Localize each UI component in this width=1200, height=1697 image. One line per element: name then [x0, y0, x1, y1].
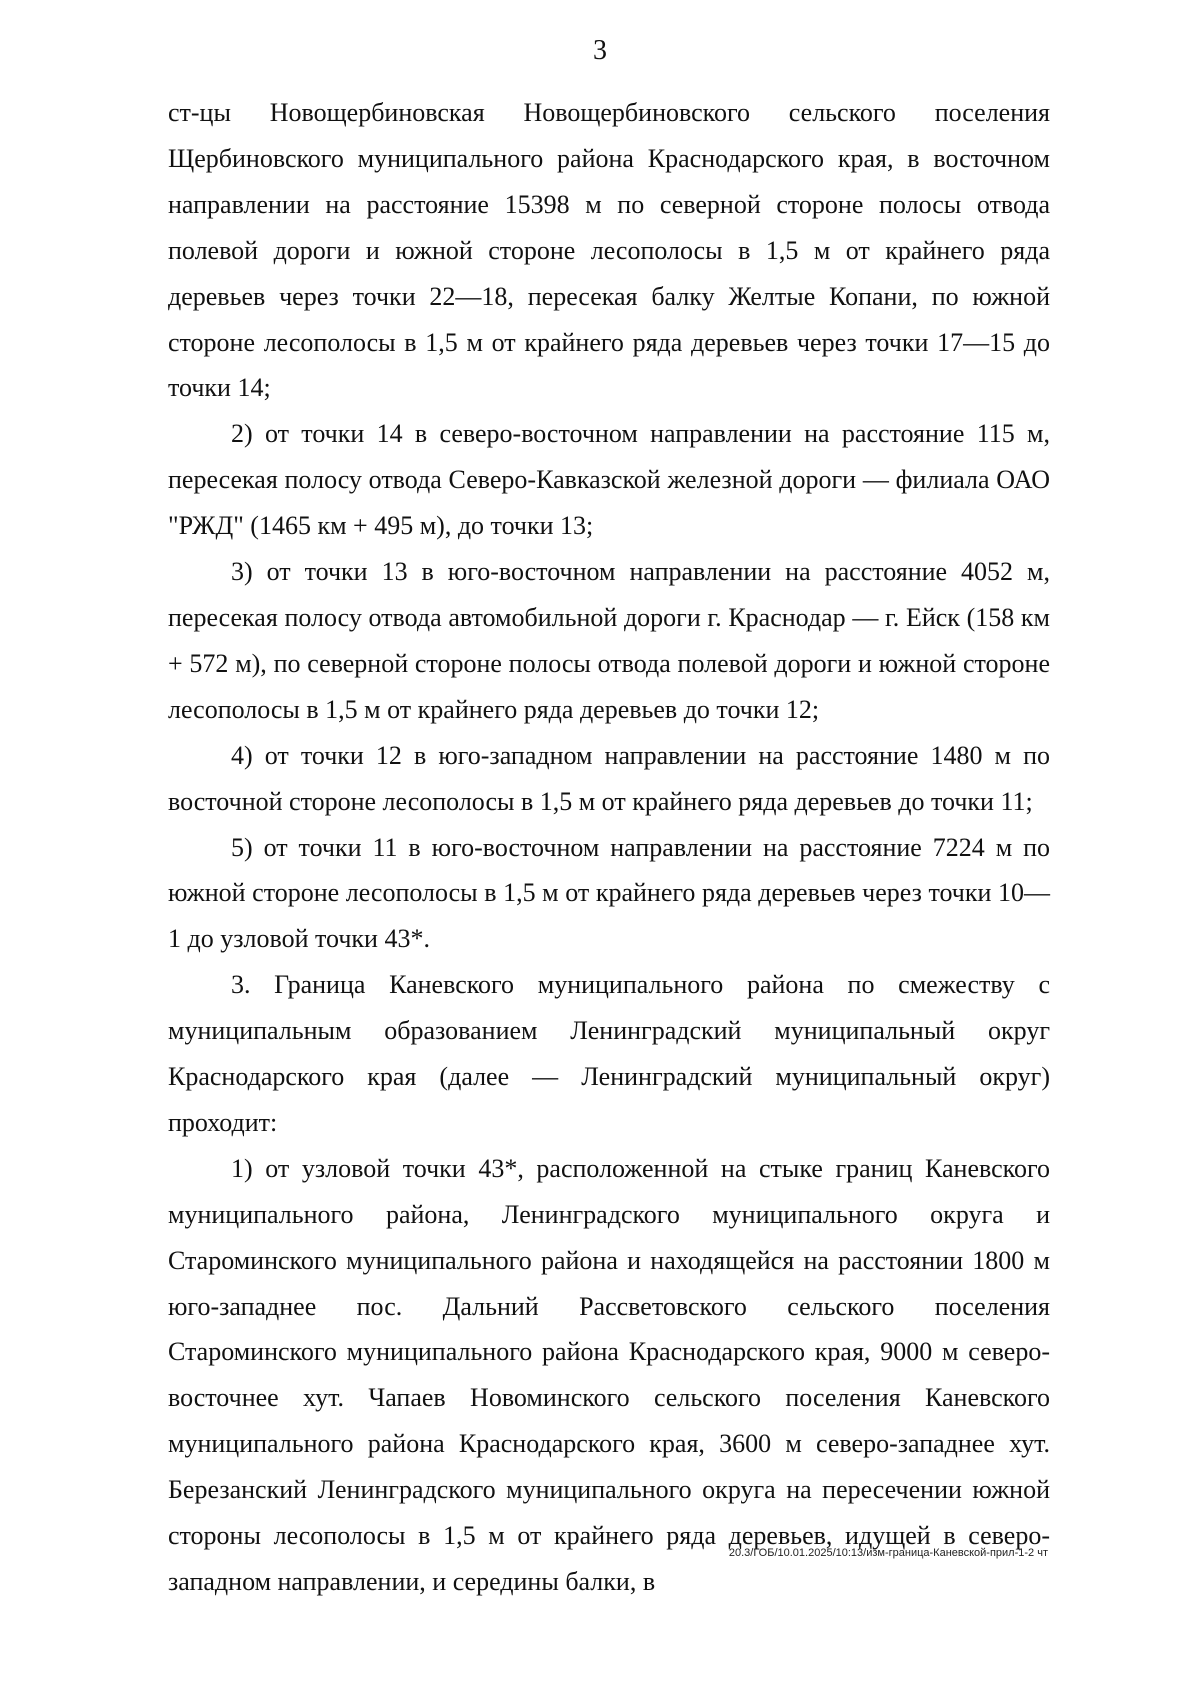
- footer-document-code: 20.3/ГОБ/10.01.2025/10:13/изм-граница-Каневской-прил-1-2 чт: [728, 1547, 1048, 1559]
- paragraph-item-4: 4) от точки 12 в юго-западном направлении на расстояние 1480 м по восточной стороне лесополосы в 1,5 м от крайнего ряда деревьев до точки 11;: [168, 740, 1050, 816]
- page-number: 3: [593, 35, 607, 66]
- paragraph-section-3: 3. Граница Каневского муниципального района по смежеству с муниципальным образованием Ленинградский муниципальный округ Краснодарского края (далее — Ленинградский муниципальный округ) проходит:: [168, 970, 1050, 1137]
- paragraph-continuation: ст-цы Новощербиновская Новощербиновского сельского поселения Щербиновского муниципального района Краснодарского края, в восточном направлении на расстояние 15398 м по северной стороне полосы отвода полевой дороги и южной стороне лесополосы в 1,5 м от крайнего ряда деревьев через точки 22—18, пересекая балку Желтые Копани, по южной стороне лесополосы в 1,5 м от крайнего ряда деревьев через точки 17—15 до точки 14;: [168, 98, 1050, 403]
- paragraph-item-2: 2) от точки 14 в северо-восточном направлении на расстояние 115 м, пересекая полосу отвода Северо-Кавказской железной дороги — филиала ОАО "РЖД" (1465 км + 495 м), до точки 13;: [168, 419, 1050, 541]
- paragraph-section-3-item-1: 1) от узловой точки 43*, расположенной на стыке границ Каневского муниципального района, Ленинградского муниципального округа и Староминского муниципального района и находящейся на расстоянии 1800 м юго-западнее пос. Дальний Рассветовского сельского поселения Староминского муниципального района Краснодарского края, 9000 м северо-восточнее хут. Чапаев Новоминского сельского поселения Каневского муниципального района Краснодарского края, 3600 м северо-западнее хут. Березанский Ленинградского муниципального округа на пересечении южной стороны лесополосы в 1,5 м от крайнего ряда деревьев, идущей в северо-западном направлении, и середины балки, в: [168, 1153, 1050, 1596]
- paragraph-item-3: 3) от точки 13 в юго-восточном направлении на расстояние 4052 м, пересекая полосу отвода автомобильной дороги г. Краснодар — г. Ейск (158 км + 572 м), по северной стороне полосы отвода полевой дороги и южной стороне лесополосы в 1,5 м от крайнего ряда деревьев до точки 12;: [168, 557, 1050, 724]
- document-body: [168, 90, 1050, 1605]
- paragraph-item-5: 5) от точки 11 в юго-восточном направлении на расстояние 7224 м по южной стороне лесополосы в 1,5 м от крайнего ряда деревьев через точки 10—1 до узловой точки 43*.: [168, 832, 1050, 954]
